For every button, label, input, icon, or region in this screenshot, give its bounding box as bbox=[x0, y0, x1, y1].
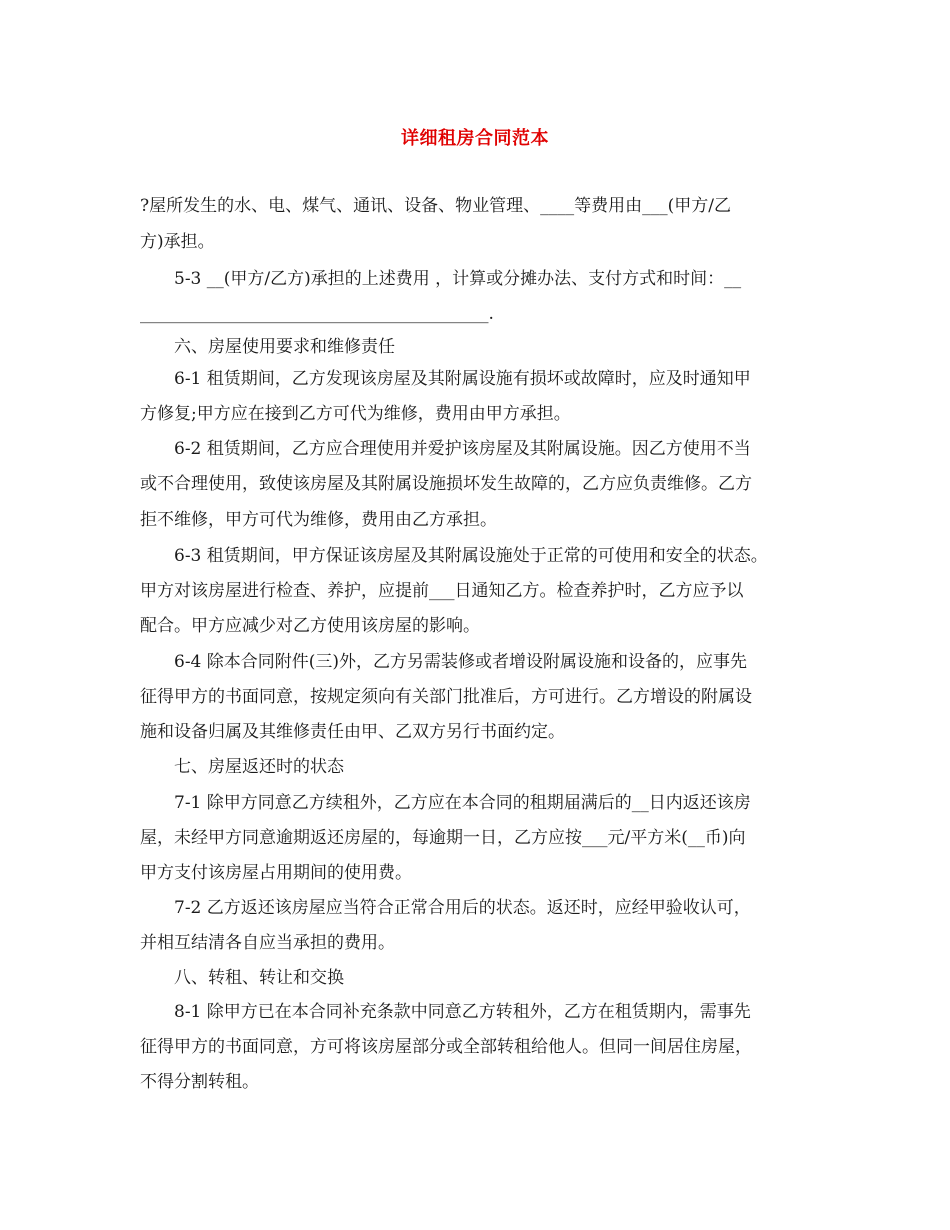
text-line: 6-2 租赁期间，乙方应合理使用并爱护该房屋及其附属设施。因乙方使用不当 bbox=[174, 439, 751, 459]
document-title: 详细租房合同范本 bbox=[401, 128, 549, 149]
text-line: 拒不维修，甲方可代为维修，费用由乙方承担。 bbox=[140, 510, 497, 530]
text-line: 施和设备归属及其维修责任由甲、乙双方另行书面约定。 bbox=[140, 722, 565, 742]
text-line: 征得甲方的书面同意，方可将该房屋部分或全部转租给他人。但同一间居住房屋， bbox=[140, 1037, 752, 1057]
text-line: _________________________________________. bbox=[140, 304, 494, 324]
text-line: 6-4 除本合同附件(三)外，乙方另需装修或者增设附属设施和设备的，应事先 bbox=[174, 652, 748, 672]
text-line: 不得分割转租。 bbox=[140, 1072, 259, 1092]
text-line: 方)承担。 bbox=[140, 232, 215, 252]
text-line: 7-2 乙方返还该房屋应当符合正常合用后的状态。返还时，应经甲验收认可， bbox=[174, 898, 751, 918]
text-line: 5-3 __(甲方/乙方)承担的上述费用 ，计算或分摊办法、支付方式和时间：__ bbox=[174, 269, 742, 289]
section-heading: 七、房屋返还时的状态 bbox=[174, 757, 344, 777]
text-line: 6-3 租赁期间，甲方保证该房屋及其附属设施处于正常的可使用和安全的状态。 bbox=[174, 546, 768, 566]
text-line: 甲方支付该房屋占用期间的使用费。 bbox=[140, 863, 412, 883]
section-heading: 八、转租、转让和交换 bbox=[174, 968, 344, 988]
text-line: 征得甲方的书面同意，按规定须向有关部门批准后，方可进行。乙方增设的附属设 bbox=[140, 687, 752, 707]
section-heading: 六、房屋使用要求和维修责任 bbox=[174, 337, 395, 357]
text-line: 屋，未经甲方同意逾期返还房屋的，每逾期一日，乙方应按___元/平方米(__币)向 bbox=[140, 828, 746, 848]
text-line: 6-1 租赁期间，乙方发现该房屋及其附属设施有损坏或故障时，应及时通知甲 bbox=[174, 369, 751, 389]
text-line: 甲方对该房屋进行检查、养护，应提前___日通知乙方。检查养护时，乙方应予以 bbox=[140, 581, 744, 601]
text-line: 7-1 除甲方同意乙方续租外，乙方应在本合同的租期届满后的__日内返还该房 bbox=[174, 793, 751, 813]
text-line: 方修复;甲方应在接到乙方可代为维修，费用由甲方承担。 bbox=[140, 404, 571, 424]
text-line: 8-1 除甲方已在本合同补充条款中同意乙方转租外，乙方在租赁期内，需事先 bbox=[174, 1002, 751, 1022]
text-line: 或不合理使用，致使该房屋及其附属设施损坏发生故障的，乙方应负责维修。乙方 bbox=[140, 474, 752, 494]
text-line: ?屋所发生的水、电、煤气、通讯、设备、物业管理、____等费用由___(甲方/乙 bbox=[140, 196, 731, 216]
text-line: 并相互结清各自应当承担的费用。 bbox=[140, 933, 395, 953]
text-line: 配合。甲方应减少对乙方使用该房屋的影响。 bbox=[140, 616, 480, 636]
